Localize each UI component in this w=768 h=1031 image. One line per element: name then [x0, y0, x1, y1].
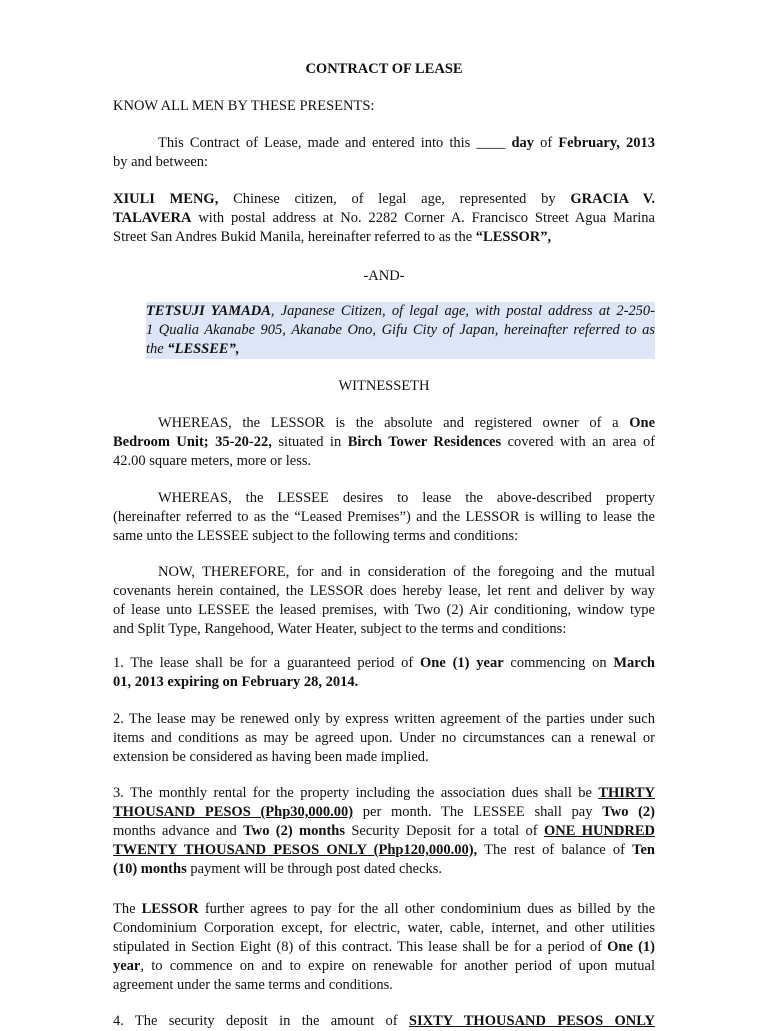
intro-line: KNOW ALL MEN BY THESE PRESENTS:: [113, 98, 375, 114]
clause-1: 1. The lease shall be for a guaranteed period of One (1) year commencing on March 01, 2013 expiring on February 28, 2014.: [113, 655, 655, 690]
whereas-lessee-paragraph: WHEREAS, the LESSEE desires to lease the above-described property (hereinafter referred to as the “Leased Premises”) and the LESSOR is willing to lease the same unto the LESSEE subject to the following terms and conditions:: [113, 490, 655, 544]
lessee-name: TETSUJI YAMADA: [146, 303, 271, 319]
opening-paragraph: This Contract of Lease, made and entered into this ____ day of February, 2013 by and between:: [113, 135, 656, 170]
and-separator: -AND-: [363, 268, 405, 284]
lessor-paragraph: XIULI MENG, Chinese citizen, of legal age, represented by GRACIA V. TALAVERA with postal address at No. 2282 Corner A. Francisco Street Agua Marina Street San Andres Bukid Manila, hereinafter referred to as the “LESSOR”,: [113, 191, 656, 245]
witnesseth-heading: WITNESSETH: [338, 378, 430, 394]
lessee-paragraph: TETSUJI YAMADA, Japanese Citizen, of legal age, with postal address at 2-250- 1 Qualia Akanabe 905, Akanabe Ono, Gifu City of Japan, hereinafter referred to as the “LESSEE”,: [146, 303, 655, 357]
clause-3: 3. The monthly rental for the property including the association dues shall be THIRTY THOUSAND PESOS (Php30,000.00) per month. The LESSEE shall pay Two (2) months advance and Two (2) months Security Deposit for a total of ONE HUNDRED TWENTY THOUSAND PESOS ONLY (Php120,000.00), The rest of balance of Ten (10) months payment will be through post dated checks.: [113, 785, 656, 877]
lessor-name: XIULI MENG,: [113, 191, 219, 207]
clause-2: 2. The lease may be renewed only by express written agreement of the parties under such items and conditions as may be agreed upon. Under no circumstances can a renewal or extension be considered as having been made implied.: [113, 711, 655, 765]
whereas-owner-paragraph: WHEREAS, the LESSOR is the absolute and registered owner of a One Bedroom Unit; 35-20-22, situated in Birch Tower Residences covered with an area of 42.00 square meters, more or less.: [113, 415, 656, 469]
document-title: CONTRACT OF LEASE: [305, 61, 463, 77]
lessor-dues-paragraph: The LESSOR further agrees to pay for the all other condominium dues as billed by the Condominium Corporation except, for electric, water, cable, internet, and other utilities stipulated in Section Eight (8) of this contract. This lease shall be for a period of One (1) year, to commence on and to expire on renewable for another period of upon mutual agreement under the same terms and conditions.: [113, 901, 656, 993]
clause-4: 4. The security deposit in the amount of SIXTY THOUSAND PESOS ONLY: [113, 1013, 656, 1029]
now-therefore-paragraph: NOW, THEREFORE, for and in consideration of the foregoing and the mutual covenants herein contained, the LESSOR does hereby lease, let rent and deliver by way of lease unto LESSEE the leased premises, with Two (2) Air conditioning, window type and Split Type, Rangehood, Water Heater, subject to the terms and conditions:: [113, 564, 655, 637]
